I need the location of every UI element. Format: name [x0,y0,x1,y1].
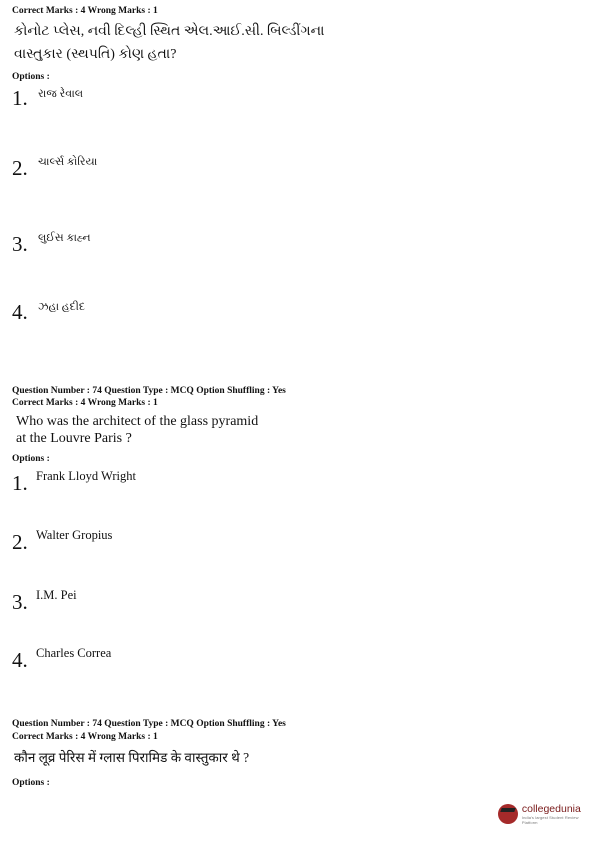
logo-tagline: India's largest Student Review Platform [521,815,579,825]
marks-line: Correct Marks : 4 Wrong Marks : 1 [12,6,158,16]
option-text: Frank Lloyd Wright [36,469,136,483]
question-header: Question Number : 74 Question Type : MCQ Option Shuffling : Yes [12,719,286,729]
option-text: ઝહા હદીદ [38,301,86,313]
graduation-cap-icon [498,804,518,824]
option-number: 3. [12,232,28,256]
marks-line: Correct Marks : 4 Wrong Marks : 1 [12,732,158,742]
option-number: 1. [12,471,28,495]
marks-line: Correct Marks : 4 Wrong Marks : 1 [12,398,158,408]
option-number: 3. [12,590,28,614]
question-text-line-2: at the Louvre Paris ? [16,431,132,446]
question-text-line-2: વાસ્તુકાર (સ્થપતિ) કોણ હતા? [14,47,177,62]
options-label: Options : [12,454,50,464]
question-text-line-1: कौन लूव्र पेरिस में ग्लास पिरामिड के वास्तुकार थे ? [14,750,250,765]
option-number: 1. [12,86,28,110]
option-text: રાજ રેવાલ [38,88,84,100]
question-header: Question Number : 74 Question Type : MCQ Option Shuffling : Yes [12,386,286,396]
option-text: Walter Gropius [36,528,113,542]
option-text: ચાર્લ્સ કોરિયા [38,156,98,168]
option-text: I.M. Pei [36,588,77,602]
options-label: Options : [12,72,50,82]
option-text: લુઈસ કાહ્ન [38,232,91,244]
logo-name: collegedunia [521,803,581,815]
options-label: Options : [12,778,50,788]
option-number: 2. [12,530,28,554]
option-number: 2. [12,156,28,180]
option-number: 4. [12,648,28,672]
option-text: Charles Correa [36,646,112,660]
collegedunia-logo [498,803,595,825]
question-text-line-1: Who was the architect of the glass pyramid [16,414,259,429]
question-text-line-1: કોનોટ પ્લેસ, નવી દિલ્હી સ્થિત એલ.આઈ.સી. બિલ્ડીંગના [14,24,325,39]
option-number: 4. [12,300,28,324]
